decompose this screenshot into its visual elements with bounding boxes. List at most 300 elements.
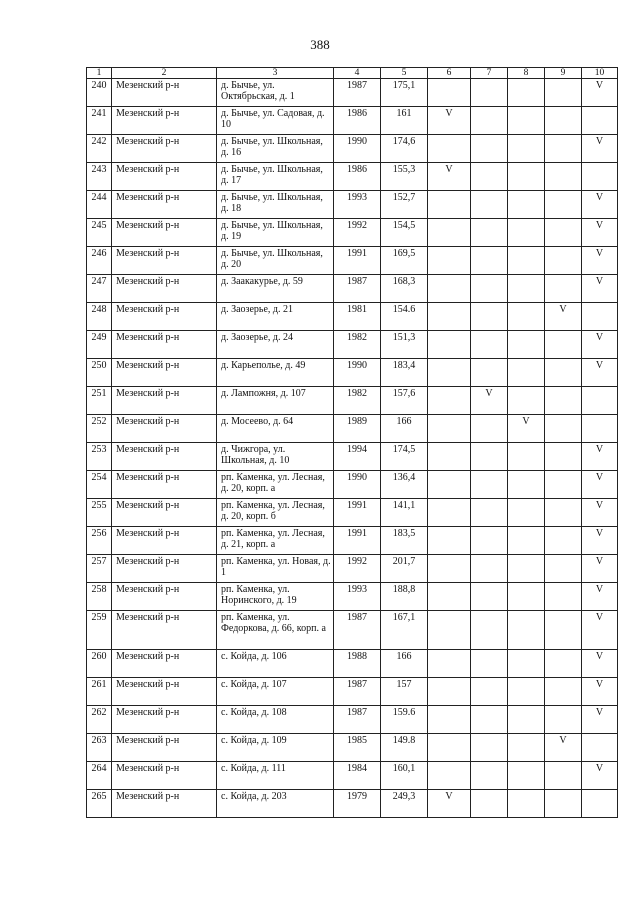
address-cell: рп. Каменка, ул. Лесная, д. 21, корп. а [217, 527, 334, 555]
year-cell: 1994 [334, 443, 381, 471]
address-cell: с. Койда, д. 203 [217, 790, 334, 818]
table-row [87, 443, 618, 471]
year-cell: 1990 [334, 471, 381, 499]
mark-cell-9 [545, 471, 582, 499]
mark-cell-8 [508, 135, 545, 163]
mark-cell-10: V [582, 678, 618, 706]
year-cell: 1987 [334, 275, 381, 303]
area-cell: 136,4 [381, 471, 428, 499]
area-cell: 167,1 [381, 611, 428, 650]
address-cell: д. Бычье, ул. Школьная, д. 20 [217, 247, 334, 275]
mark-cell-6 [428, 303, 471, 331]
row-number: 258 [87, 583, 112, 611]
mark-cell-8 [508, 387, 545, 415]
year-cell: 1987 [334, 79, 381, 107]
mark-cell-9 [545, 79, 582, 107]
row-number: 260 [87, 650, 112, 678]
address-cell: д. Бычье, ул. Школьная, д. 16 [217, 135, 334, 163]
mark-cell-8 [508, 527, 545, 555]
column-header-1: 1 [87, 68, 112, 79]
mark-cell-7 [471, 706, 508, 734]
mark-cell-9 [545, 650, 582, 678]
mark-cell-7 [471, 135, 508, 163]
column-header-5: 5 [381, 68, 428, 79]
mark-cell-9 [545, 387, 582, 415]
mark-cell-6 [428, 499, 471, 527]
district-cell: Мезенский р-н [112, 79, 217, 107]
table-row [87, 527, 618, 555]
mark-cell-7 [471, 650, 508, 678]
mark-cell-7 [471, 611, 508, 650]
mark-cell-10 [582, 107, 618, 135]
row-number: 264 [87, 762, 112, 790]
table-row [87, 275, 618, 303]
mark-cell-10: V [582, 471, 618, 499]
mark-cell-7 [471, 219, 508, 247]
mark-cell-8 [508, 219, 545, 247]
mark-cell-8 [508, 762, 545, 790]
mark-cell-10: V [582, 443, 618, 471]
table-row [87, 734, 618, 762]
column-header-4: 4 [334, 68, 381, 79]
page-number: 388 [310, 37, 330, 52]
mark-cell-6 [428, 359, 471, 387]
mark-cell-10: V [582, 583, 618, 611]
district-cell: Мезенский р-н [112, 734, 217, 762]
mark-cell-7 [471, 499, 508, 527]
year-cell: 1984 [334, 762, 381, 790]
table-row [87, 583, 618, 611]
row-number: 249 [87, 331, 112, 359]
mark-cell-6 [428, 650, 471, 678]
address-cell: рп. Каменка, ул. Федоркова, д. 66, корп. а [217, 611, 334, 650]
mark-cell-10: V [582, 359, 618, 387]
row-number: 255 [87, 499, 112, 527]
mark-cell-8 [508, 499, 545, 527]
mark-cell-6: V [428, 163, 471, 191]
address-cell: рп. Каменка, ул. Новая, д. 1 [217, 555, 334, 583]
mark-cell-10: V [582, 331, 618, 359]
mark-cell-8 [508, 471, 545, 499]
area-cell: 151,3 [381, 331, 428, 359]
area-cell: 141,1 [381, 499, 428, 527]
mark-cell-6 [428, 471, 471, 499]
row-number: 257 [87, 555, 112, 583]
mark-cell-8 [508, 331, 545, 359]
year-cell: 1992 [334, 555, 381, 583]
mark-cell-8 [508, 79, 545, 107]
mark-cell-10 [582, 734, 618, 762]
mark-cell-10 [582, 303, 618, 331]
row-number: 261 [87, 678, 112, 706]
mark-cell-9 [545, 191, 582, 219]
mark-cell-7 [471, 443, 508, 471]
mark-cell-9 [545, 275, 582, 303]
mark-cell-10 [582, 163, 618, 191]
mark-cell-10: V [582, 191, 618, 219]
row-number: 253 [87, 443, 112, 471]
mark-cell-6 [428, 79, 471, 107]
mark-cell-10: V [582, 247, 618, 275]
row-number: 244 [87, 191, 112, 219]
mark-cell-8 [508, 790, 545, 818]
table-row [87, 303, 618, 331]
mark-cell-9 [545, 762, 582, 790]
mark-cell-7 [471, 303, 508, 331]
table-row [87, 678, 618, 706]
header-row [87, 68, 618, 79]
table-body [87, 79, 618, 818]
mark-cell-8 [508, 583, 545, 611]
mark-cell-8 [508, 275, 545, 303]
mark-cell-9 [545, 135, 582, 163]
district-cell: Мезенский р-н [112, 471, 217, 499]
mark-cell-9 [545, 583, 582, 611]
district-cell: Мезенский р-н [112, 163, 217, 191]
year-cell: 1986 [334, 163, 381, 191]
mark-cell-6: V [428, 790, 471, 818]
mark-cell-10 [582, 387, 618, 415]
mark-cell-6 [428, 583, 471, 611]
table-header [87, 68, 618, 79]
area-cell: 166 [381, 415, 428, 443]
mark-cell-10: V [582, 762, 618, 790]
mark-cell-7 [471, 247, 508, 275]
mark-cell-6 [428, 678, 471, 706]
address-cell: д. Бычье, ул. Садовая, д. 10 [217, 107, 334, 135]
mark-cell-9 [545, 611, 582, 650]
address-cell: д. Заозерье, д. 21 [217, 303, 334, 331]
row-number: 256 [87, 527, 112, 555]
address-cell: с. Койда, д. 111 [217, 762, 334, 790]
area-cell: 149.8 [381, 734, 428, 762]
mark-cell-7 [471, 555, 508, 583]
table-row [87, 555, 618, 583]
mark-cell-6 [428, 734, 471, 762]
mark-cell-7 [471, 583, 508, 611]
table-row [87, 135, 618, 163]
area-cell: 160,1 [381, 762, 428, 790]
mark-cell-6: V [428, 107, 471, 135]
address-cell: с. Койда, д. 107 [217, 678, 334, 706]
district-cell: Мезенский р-н [112, 387, 217, 415]
mark-cell-9 [545, 790, 582, 818]
row-number: 252 [87, 415, 112, 443]
row-number: 246 [87, 247, 112, 275]
address-cell: д. Заакакурье, д. 59 [217, 275, 334, 303]
mark-cell-8 [508, 247, 545, 275]
district-cell: Мезенский р-н [112, 275, 217, 303]
table-row [87, 387, 618, 415]
area-cell: 183,5 [381, 527, 428, 555]
row-number: 259 [87, 611, 112, 650]
year-cell: 1982 [334, 387, 381, 415]
mark-cell-7 [471, 331, 508, 359]
mark-cell-8 [508, 706, 545, 734]
mark-cell-6 [428, 219, 471, 247]
mark-cell-10: V [582, 650, 618, 678]
area-cell: 157,6 [381, 387, 428, 415]
district-cell: Мезенский р-н [112, 415, 217, 443]
mark-cell-7 [471, 734, 508, 762]
mark-cell-9 [545, 527, 582, 555]
district-cell: Мезенский р-н [112, 611, 217, 650]
area-cell: 249,3 [381, 790, 428, 818]
mark-cell-6 [428, 191, 471, 219]
district-cell: Мезенский р-н [112, 135, 217, 163]
mark-cell-9: V [545, 734, 582, 762]
address-cell: с. Койда, д. 106 [217, 650, 334, 678]
district-cell: Мезенский р-н [112, 706, 217, 734]
mark-cell-10: V [582, 135, 618, 163]
mark-cell-8 [508, 650, 545, 678]
area-cell: 154,5 [381, 219, 428, 247]
district-cell: Мезенский р-н [112, 555, 217, 583]
table-row [87, 611, 618, 650]
mark-cell-8 [508, 303, 545, 331]
mark-cell-8 [508, 359, 545, 387]
row-number: 250 [87, 359, 112, 387]
mark-cell-6 [428, 331, 471, 359]
year-cell: 1979 [334, 790, 381, 818]
mark-cell-9 [545, 331, 582, 359]
address-cell: рп. Каменка, ул. Норинского, д. 19 [217, 583, 334, 611]
mark-cell-7 [471, 678, 508, 706]
mark-cell-10 [582, 415, 618, 443]
row-number: 240 [87, 79, 112, 107]
table-row [87, 107, 618, 135]
column-header-2: 2 [112, 68, 217, 79]
row-number: 251 [87, 387, 112, 415]
year-cell: 1988 [334, 650, 381, 678]
row-number: 242 [87, 135, 112, 163]
mark-cell-10: V [582, 219, 618, 247]
year-cell: 1981 [334, 303, 381, 331]
mark-cell-7 [471, 275, 508, 303]
mark-cell-10: V [582, 275, 618, 303]
year-cell: 1990 [334, 135, 381, 163]
address-cell: рп. Каменка, ул. Лесная, д. 20, корп. б [217, 499, 334, 527]
district-cell: Мезенский р-н [112, 219, 217, 247]
district-cell: Мезенский р-н [112, 678, 217, 706]
column-header-8: 8 [508, 68, 545, 79]
address-cell: д. Бычье, ул. Школьная, д. 19 [217, 219, 334, 247]
year-cell: 1993 [334, 191, 381, 219]
row-number: 247 [87, 275, 112, 303]
district-cell: Мезенский р-н [112, 499, 217, 527]
address-cell: д. Бычье, ул. Школьная, д. 18 [217, 191, 334, 219]
row-number: 248 [87, 303, 112, 331]
column-header-3: 3 [217, 68, 334, 79]
mark-cell-7: V [471, 387, 508, 415]
mark-cell-6 [428, 443, 471, 471]
mark-cell-7 [471, 191, 508, 219]
mark-cell-8 [508, 163, 545, 191]
mark-cell-9 [545, 415, 582, 443]
table-row [87, 163, 618, 191]
address-cell: д. Заозерье, д. 24 [217, 331, 334, 359]
mark-cell-6 [428, 135, 471, 163]
year-cell: 1989 [334, 415, 381, 443]
district-cell: Мезенский р-н [112, 583, 217, 611]
table-row [87, 79, 618, 107]
mark-cell-7 [471, 762, 508, 790]
year-cell: 1985 [334, 734, 381, 762]
table-row [87, 790, 618, 818]
area-cell: 168,3 [381, 275, 428, 303]
mark-cell-7 [471, 790, 508, 818]
district-cell: Мезенский р-н [112, 359, 217, 387]
district-cell: Мезенский р-н [112, 331, 217, 359]
district-cell: Мезенский р-н [112, 650, 217, 678]
mark-cell-9 [545, 678, 582, 706]
mark-cell-6 [428, 247, 471, 275]
area-cell: 174,6 [381, 135, 428, 163]
table-row [87, 471, 618, 499]
address-cell: д. Карьеполье, д. 49 [217, 359, 334, 387]
year-cell: 1991 [334, 247, 381, 275]
mark-cell-8 [508, 443, 545, 471]
mark-cell-8 [508, 611, 545, 650]
year-cell: 1990 [334, 359, 381, 387]
year-cell: 1992 [334, 219, 381, 247]
mark-cell-7 [471, 163, 508, 191]
table-row [87, 415, 618, 443]
mark-cell-10: V [582, 555, 618, 583]
year-cell: 1987 [334, 706, 381, 734]
address-cell: д. Бычье, ул. Школьная, д. 17 [217, 163, 334, 191]
area-cell: 175,1 [381, 79, 428, 107]
area-cell: 161 [381, 107, 428, 135]
row-number: 254 [87, 471, 112, 499]
address-cell: д. Мосеево, д. 64 [217, 415, 334, 443]
year-cell: 1991 [334, 527, 381, 555]
area-cell: 183,4 [381, 359, 428, 387]
area-cell: 154.6 [381, 303, 428, 331]
table-row [87, 331, 618, 359]
area-cell: 174,5 [381, 443, 428, 471]
mark-cell-7 [471, 79, 508, 107]
row-number: 241 [87, 107, 112, 135]
area-cell: 157 [381, 678, 428, 706]
mark-cell-8 [508, 107, 545, 135]
mark-cell-6 [428, 527, 471, 555]
mark-cell-7 [471, 359, 508, 387]
mark-cell-9 [545, 443, 582, 471]
year-cell: 1987 [334, 678, 381, 706]
mark-cell-6 [428, 275, 471, 303]
district-cell: Мезенский р-н [112, 790, 217, 818]
address-cell: рп. Каменка, ул. Лесная, д. 20, корп. а [217, 471, 334, 499]
mark-cell-8 [508, 555, 545, 583]
row-number: 245 [87, 219, 112, 247]
mark-cell-9: V [545, 303, 582, 331]
row-number: 262 [87, 706, 112, 734]
mark-cell-6 [428, 762, 471, 790]
mark-cell-7 [471, 471, 508, 499]
year-cell: 1993 [334, 583, 381, 611]
address-cell: д. Чижгора, ул. Школьная, д. 10 [217, 443, 334, 471]
table-row [87, 706, 618, 734]
mark-cell-8: V [508, 415, 545, 443]
table-row [87, 247, 618, 275]
table-row [87, 359, 618, 387]
mark-cell-9 [545, 107, 582, 135]
address-cell: с. Койда, д. 109 [217, 734, 334, 762]
mark-cell-10: V [582, 499, 618, 527]
mark-cell-9 [545, 555, 582, 583]
mark-cell-6 [428, 387, 471, 415]
column-header-10: 10 [582, 68, 618, 79]
mark-cell-10: V [582, 611, 618, 650]
area-cell: 155,3 [381, 163, 428, 191]
area-cell: 159.6 [381, 706, 428, 734]
district-cell: Мезенский р-н [112, 107, 217, 135]
table-row [87, 219, 618, 247]
mark-cell-6 [428, 706, 471, 734]
housing-table [86, 67, 618, 818]
mark-cell-10: V [582, 527, 618, 555]
mark-cell-9 [545, 499, 582, 527]
mark-cell-7 [471, 527, 508, 555]
table-row [87, 762, 618, 790]
table-row [87, 191, 618, 219]
mark-cell-10 [582, 790, 618, 818]
area-cell: 201,7 [381, 555, 428, 583]
table-row [87, 650, 618, 678]
year-cell: 1986 [334, 107, 381, 135]
district-cell: Мезенский р-н [112, 762, 217, 790]
year-cell: 1987 [334, 611, 381, 650]
mark-cell-9 [545, 359, 582, 387]
district-cell: Мезенский р-н [112, 247, 217, 275]
district-cell: Мезенский р-н [112, 191, 217, 219]
year-cell: 1982 [334, 331, 381, 359]
district-cell: Мезенский р-н [112, 527, 217, 555]
mark-cell-6 [428, 555, 471, 583]
mark-cell-7 [471, 415, 508, 443]
mark-cell-9 [545, 163, 582, 191]
mark-cell-10: V [582, 79, 618, 107]
mark-cell-6 [428, 611, 471, 650]
mark-cell-9 [545, 706, 582, 734]
address-cell: д. Бычье, ул. Октябрьская, д. 1 [217, 79, 334, 107]
area-cell: 188,8 [381, 583, 428, 611]
mark-cell-8 [508, 734, 545, 762]
row-number: 243 [87, 163, 112, 191]
address-cell: д. Лампожня, д. 107 [217, 387, 334, 415]
mark-cell-7 [471, 107, 508, 135]
mark-cell-6 [428, 415, 471, 443]
column-header-9: 9 [545, 68, 582, 79]
address-cell: с. Койда, д. 108 [217, 706, 334, 734]
year-cell: 1991 [334, 499, 381, 527]
column-header-7: 7 [471, 68, 508, 79]
area-cell: 169,5 [381, 247, 428, 275]
table-row [87, 499, 618, 527]
row-number: 263 [87, 734, 112, 762]
area-cell: 152,7 [381, 191, 428, 219]
row-number: 265 [87, 790, 112, 818]
mark-cell-9 [545, 247, 582, 275]
district-cell: Мезенский р-н [112, 443, 217, 471]
column-header-6: 6 [428, 68, 471, 79]
mark-cell-8 [508, 678, 545, 706]
area-cell: 166 [381, 650, 428, 678]
mark-cell-9 [545, 219, 582, 247]
district-cell: Мезенский р-н [112, 303, 217, 331]
mark-cell-8 [508, 191, 545, 219]
